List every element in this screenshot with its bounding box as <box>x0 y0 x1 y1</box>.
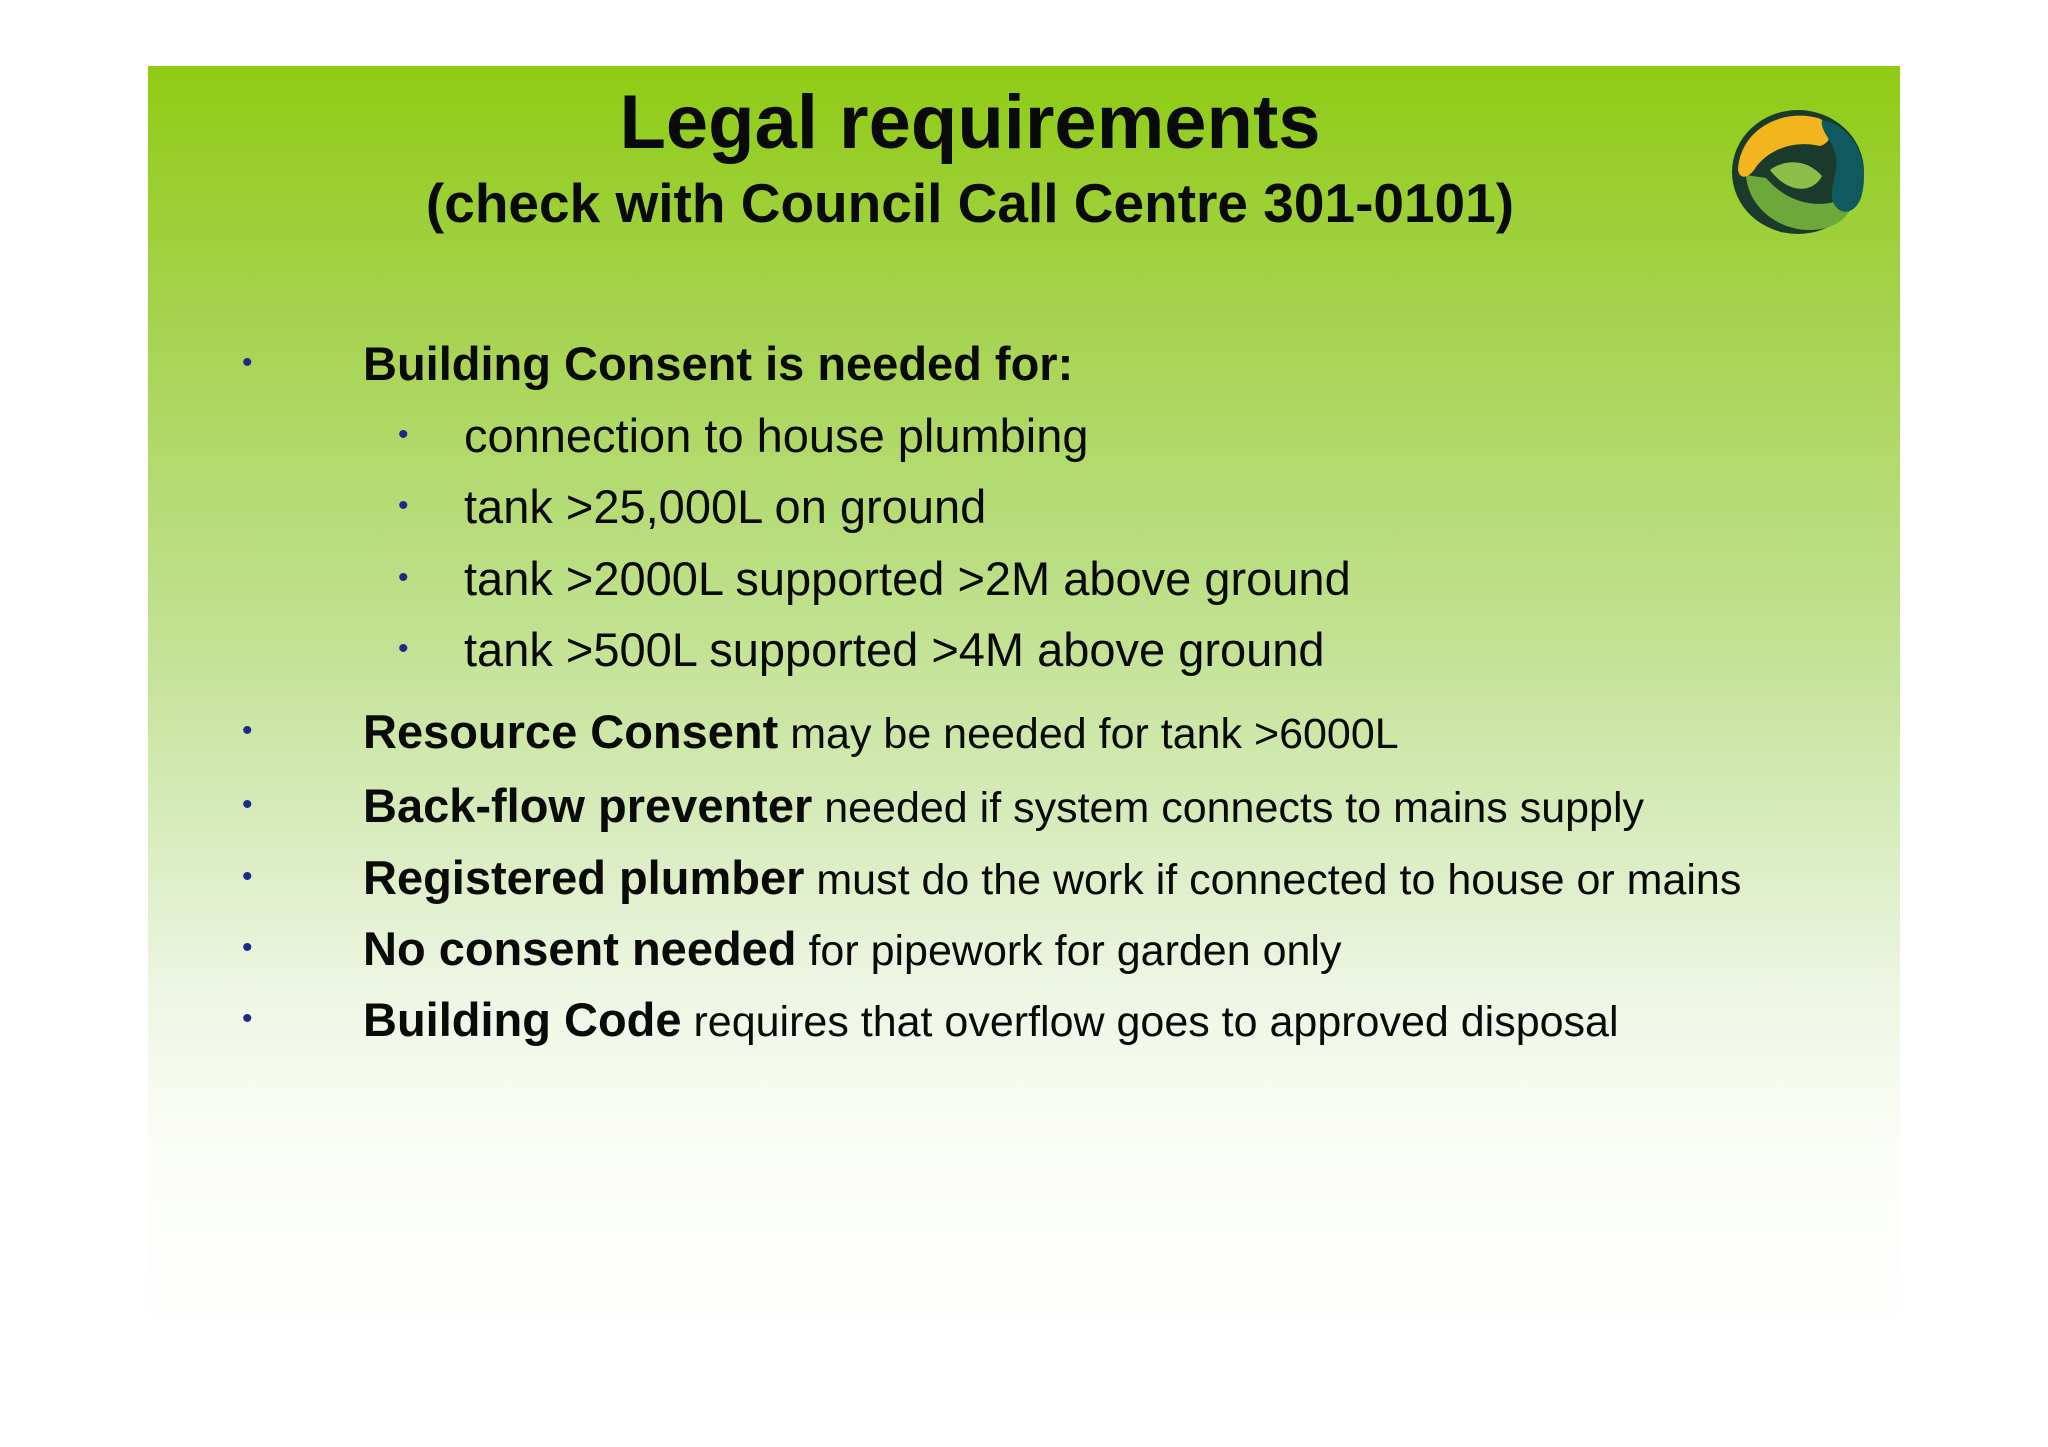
sub-item: tank >500L supported >4M above ground <box>464 623 1325 676</box>
slide-title: Legal requirements <box>619 80 1321 165</box>
point-resource-consent: Resource Consent may be needed for tank >6000L <box>363 705 1399 758</box>
point-building-code: Building Code requires that overflow goes to approved disposal <box>363 993 1619 1046</box>
sub-bullet-marker: • <box>398 561 409 594</box>
sub-item: tank >2000L supported >2M above ground <box>464 552 1351 605</box>
bullet-marker: • <box>242 788 253 821</box>
point-registered-plumber: Registered plumber must do the work if connected to house or mains <box>363 851 1742 904</box>
bullet-marker: • <box>242 931 253 964</box>
sub-item: tank >25,000L on ground <box>464 480 987 533</box>
slide-subtitle: (check with Council Call Centre 301-0101) <box>425 172 1515 234</box>
point-no-consent-needed: No consent needed for pipework for garden only <box>363 922 1342 975</box>
sub-item: connection to house plumbing <box>464 409 1089 462</box>
sub-bullet-marker: • <box>398 418 409 451</box>
point-back-flow-preventer: Back-flow preventer needed if system connects to mains supply <box>363 779 1645 832</box>
bullet-marker: • <box>242 1002 253 1035</box>
bullet-marker: • <box>242 346 253 379</box>
sub-bullet-marker: • <box>398 632 409 665</box>
sub-bullet-marker: • <box>398 489 409 522</box>
bullet-marker: • <box>242 714 253 747</box>
building-consent-heading: Building Consent is needed for: <box>363 337 1074 390</box>
council-leaf-logo-icon <box>1726 100 1876 240</box>
bullet-marker: • <box>242 860 253 893</box>
